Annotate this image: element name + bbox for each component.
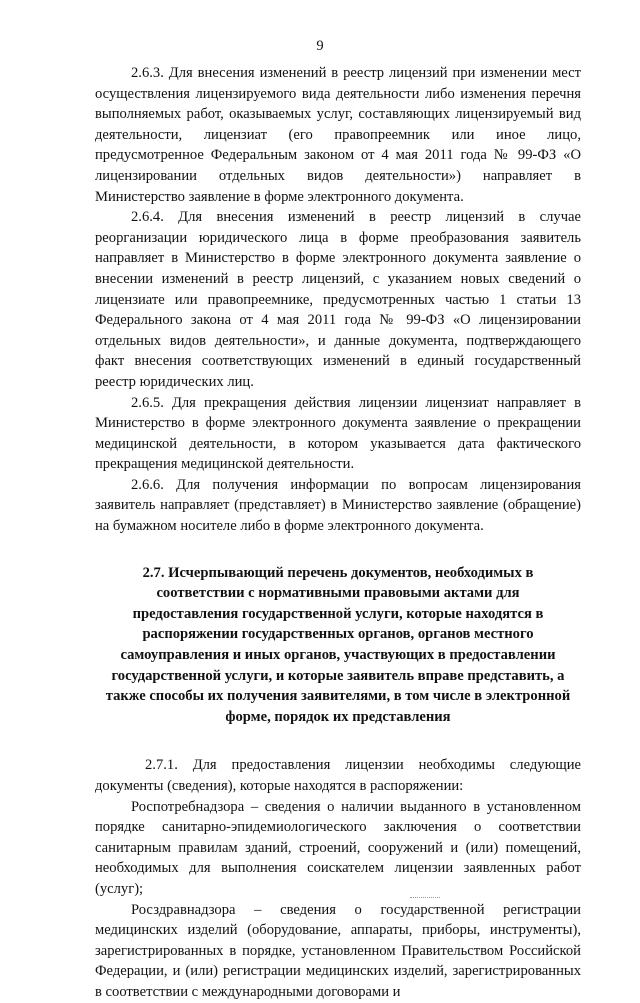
section-heading-2-7 — [95, 563, 581, 728]
paragraph-2-6-4: 2.6.4. Для внесения изменений в реестр лицензий в случае реорганизации юридического лица в форме преобразования заявитель направляет в Министерство в форме электронного документа заявление о внесении изменений в реестр лицензий, с указанием новых сведений о лицензиате или правопреемнике, предусмотренных частью 1 статьи 13 Федерального закона от 4 мая 2011 года № 99-ФЗ «О лицензировании отдельных видов деятельности», и данные документа, подтверждающего факт внесения соответствующих изменений в единый государственный реестр юридических лиц. — [95, 209, 581, 390]
page-number: 9 — [316, 38, 324, 54]
paragraph-2-6-6: 2.6.6. Для получения информации по вопросам лицензирования заявитель направляет (представляет) в Министерство заявление (обращение) на бумажном носителе либо в форме электронного документа. — [95, 476, 581, 535]
paragraph-roszdravnadzor: Росздравнадзора – сведения о государственной регистрации медицинских изделий (оборудование, аппараты, приборы, инструменты), зарегистрированных в порядке, установленном Правительством Российской Федерации, и (или) регистрации медицинских изделий, зарегистрированных в соответствии с международными договорами и — [95, 901, 581, 1000]
heading-line: распоряжении государственных органов, органов местного — [142, 626, 534, 643]
heading-line: самоуправления и иных органов, участвующих в предоставлении — [120, 647, 556, 664]
heading-line: государственной услуги, и которые заявитель вправе представить, а — [111, 667, 565, 684]
paragraph-2-7-1: 2.7.1. Для предоставления лицензии необходимы следующие документы (сведения), которые находятся в распоряжении: — [95, 757, 581, 794]
heading-line: соответствии с нормативными правовыми актами для — [156, 585, 520, 602]
heading-line: предоставления государственной услуги, которые находятся в — [132, 605, 544, 622]
document-body — [95, 63, 581, 1003]
paragraph-2-6-5: 2.6.5. Для прекращения действия лицензии лицензиат направляет в Министерство в форме электронного документа заявление о прекращении медицинской деятельности, в котором указывается дата фактического прекращения медицинской деятельности. — [95, 394, 581, 473]
heading-line: 2.7. Исчерпывающий перечень документов, необходимых в — [142, 564, 534, 581]
heading-line: также способы их получения заявителями, в том числе в электронной — [105, 688, 571, 705]
heading-line: форме, порядок их представления — [225, 708, 451, 725]
scan-artifact-line — [410, 897, 440, 900]
paragraph-rospotrebnadzor: Роспотребнадзора – сведения о наличии выданного в установленном порядке санитарно-эпидемиологического заключения о соответствии санитарным правилам зданий, строений, сооружений и (или) помещений, необходимых для выполнения соискателем лицензии заявленных работ (услуг); — [95, 798, 581, 897]
paragraph-2-6-3: 2.6.3. Для внесения изменений в реестр лицензий при изменении мест осуществления лицензируемого вида деятельности либо изменения перечня выполняемых работ, оказываемых услуг, составляющих лицензируемый вид деятельности, лицензиат (его правопреемник или иное лицо, предусмотренное Федеральным законом от 4 мая 2011 года № 99-ФЗ «О лицензировании отдельных видов деятельности») направляет в Министерство заявление в форме электронного документа. — [95, 65, 581, 205]
